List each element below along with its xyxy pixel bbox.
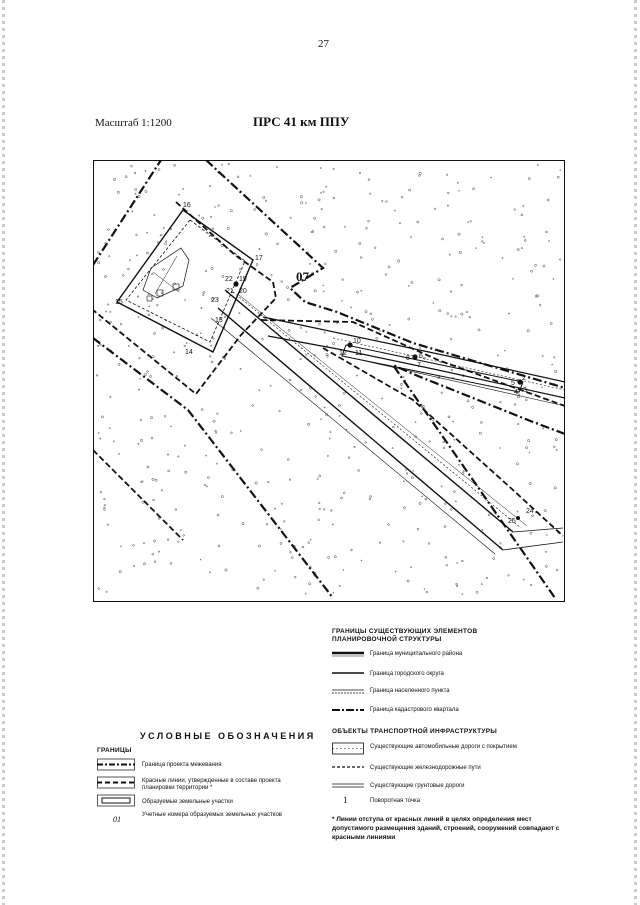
point-label: 22 (225, 276, 233, 283)
point-label: 17 (255, 255, 263, 262)
point-label: 20 (239, 288, 247, 295)
legend-border-symbols (97, 757, 135, 817)
legend-transport-symbols (332, 740, 364, 798)
turning-point (233, 281, 238, 286)
legend-structure-symbols (332, 650, 364, 716)
point-label: 8 (406, 355, 410, 362)
plot-number-sample: 01 (113, 815, 121, 824)
turning-point-symbol: 1 (343, 795, 348, 805)
legend-item: Существующие автомобильные дороги с покрытием (370, 744, 517, 750)
point-label: 23 (211, 297, 219, 304)
legend-item: Граница муниципального района (370, 651, 463, 657)
point-label: 14 (185, 349, 193, 356)
point-label: 13 (215, 317, 223, 324)
point-label: 7 (417, 362, 421, 369)
land-plot-symbol (102, 798, 130, 803)
map-title: ПРС 41 км ППУ (253, 114, 350, 129)
scale-label: Масштаб 1:1200 (95, 117, 172, 129)
quarter-label: 07 (296, 269, 309, 284)
legend-item: Учетные номера образуемых земельных участков (142, 812, 282, 818)
turning-point (516, 516, 520, 520)
point-label: 24 (526, 508, 534, 515)
point-label: 10 (353, 338, 361, 345)
point-label: 16 (183, 202, 191, 209)
legend-borders-heading: ГРАНИЦЫ (97, 747, 132, 754)
point-label: 21 (226, 288, 234, 295)
point-label: 25 (508, 518, 516, 525)
footnote: * Линии отступа от красных линий в целях определения мест допустимого размещения зданий, строений, сооружений совпадают с красными линиями (332, 816, 560, 841)
legend-item: Граница проекта межевания (142, 762, 222, 768)
legend-title: УСЛОВНЫЕ ОБОЗНАЧЕНИЯ (140, 731, 316, 741)
point-label: 3 (523, 387, 527, 394)
legend-item: Существующие железнодорожные пути (370, 765, 481, 771)
point-label: 2 (522, 375, 526, 382)
point-label: 15 (115, 299, 123, 306)
turning-point (347, 342, 352, 347)
land-plot-symbol (98, 795, 135, 806)
point-label: 6 (419, 353, 423, 360)
project-boundary-symbol (98, 759, 135, 770)
legend-item: Красные линии, утвержденные в составе проекта планировки территории * (142, 778, 281, 791)
legend-item: Граница населенного пункта (370, 688, 450, 694)
legend-structure-heading: ГРАНИЦЫ СУЩЕСТВУЮЩИХ ЭЛЕМЕНТОВ ПЛАНИРОВОЧНОЙ СТРУКТУРЫ (332, 628, 478, 643)
legend-transport-heading: ОБЪЕКТЫ ТРАНСПОРТНОЙ ИНФРАСТРУКТУРЫ (332, 728, 498, 735)
legend-item: Поворотная точка (370, 798, 421, 804)
legend-item: Граница городского округа (370, 671, 444, 677)
legend-item: Граница кадастрового квартала (370, 707, 459, 713)
legend-item: Существующие грунтовые дороги (370, 783, 465, 789)
point-label: 19 (239, 276, 247, 283)
point-label: 12 (339, 350, 347, 357)
cadastral-map (93, 160, 565, 602)
turning-point (412, 354, 417, 359)
right-scan-edge (634, 0, 637, 905)
legend-item: Образуемые земельные участки (142, 799, 233, 805)
point-label: 11 (355, 350, 363, 357)
left-scan-edge (2, 0, 5, 905)
point-label: 4 (514, 389, 518, 396)
page-number: 27 (318, 38, 329, 50)
point-label: 5 (511, 380, 515, 387)
